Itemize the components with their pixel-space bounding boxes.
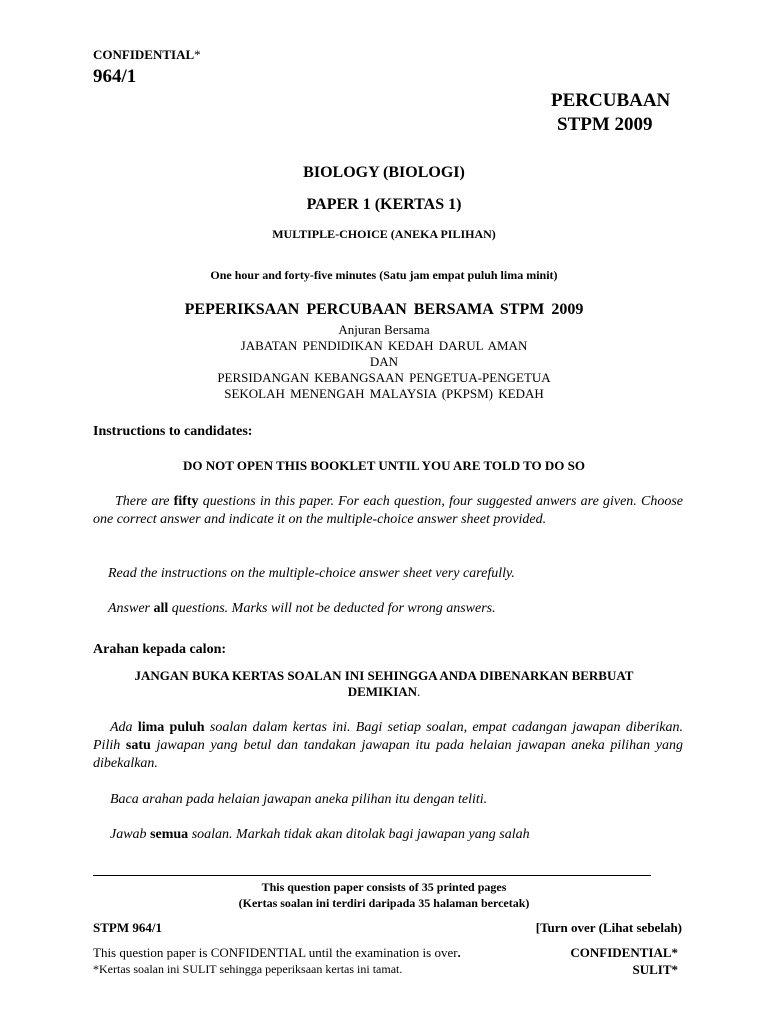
instr-1-after: questions in this paper. For each question, four suggested anwers are given. Choose one correct answer and indicate it on the multiple-choice answer sheet provided. bbox=[93, 494, 683, 527]
jangan-buka-line2-period: . bbox=[417, 684, 421, 699]
arahan-1-bold-2: satu bbox=[125, 738, 151, 753]
confidential-notice-period: . bbox=[457, 945, 461, 960]
arahan-paragraph-3 bbox=[110, 826, 670, 844]
jointly-organized: Anjuran Bersama bbox=[338, 322, 430, 337]
confidential-right: CONFIDENTIAL* bbox=[570, 945, 678, 960]
jangan-buka-warning-line1: JANGAN BUKA KERTAS SOALAN INI SEHINGGA ANDA DIBENARKAN BERBUAT bbox=[134, 668, 634, 683]
paper-title: PAPER 1 (KERTAS 1) bbox=[306, 196, 462, 213]
organizer-1: JABATAN PENDIDIKAN KEDAH DARUL AMAN bbox=[240, 338, 528, 353]
organizer-2-line1: PERSIDANGAN KEBANGSAAN PENGETUA-PENGETUA bbox=[217, 370, 551, 385]
arahan-1-after: jawapan yang betul dan tandakan jawapan itu pada helaian jawapan aneka pilihan yang dibekalkan. bbox=[93, 738, 683, 771]
footer-divider bbox=[93, 875, 651, 876]
subject-title: BIOLOGY (BIOLOGI) bbox=[303, 164, 465, 181]
confidential-notice bbox=[93, 945, 461, 961]
sulit-right: SULIT* bbox=[632, 962, 678, 977]
sulit-notice: *Kertas soalan ini SULIT sehingga peperiksaan kertas ini tamat. bbox=[93, 962, 403, 976]
confidential-asterisk: * bbox=[194, 47, 201, 62]
exam-name: PEPERIKSAAN PERCUBAAN BERSAMA STPM 2009 bbox=[184, 301, 584, 318]
arahan-1-bold-1: lima puluh bbox=[137, 720, 205, 735]
arahan-3-after: soalan. Markah tidak akan ditolak bagi jawapan yang salah bbox=[188, 827, 530, 842]
instr-1-before: There are bbox=[115, 494, 174, 509]
do-not-open-warning: DO NOT OPEN THIS BOOKLET UNTIL YOU ARE TOLD TO DO SO bbox=[182, 458, 586, 473]
confidential-notice-text: This question paper is CONFIDENTIAL until the examination is over bbox=[93, 945, 458, 960]
arahan-paragraph-2: Baca arahan pada helaian jawapan aneka pilihan itu dengan teliti. bbox=[110, 792, 488, 807]
trial-label-line2: STPM 2009 bbox=[557, 114, 653, 135]
paper-format: MULTIPLE-CHOICE (ANEKA PILIHAN) bbox=[272, 227, 496, 241]
footer-code: STPM 964/1 bbox=[93, 920, 162, 935]
instruction-paragraph-3 bbox=[108, 600, 668, 618]
page-count-ms: (Kertas soalan ini terdiri daripada 35 halaman bercetak) bbox=[238, 896, 530, 910]
instr-3-before: Answer bbox=[108, 601, 154, 616]
jangan-buka-warning-line2 bbox=[0, 684, 768, 700]
instr-3-after: questions. Marks will not be deducted for wrong answers. bbox=[168, 601, 496, 616]
page-count-en: This question paper consists of 35 printed pages bbox=[261, 880, 507, 894]
instructions-heading: Instructions to candidates: bbox=[93, 424, 253, 439]
paper-code: 964/1 bbox=[93, 66, 137, 87]
instr-1-bold: fifty bbox=[173, 494, 199, 509]
arahan-1-mid: soalan dalam kertas ini. Bagi setiap soalan, empat cadangan jawapan diberikan. Pilih bbox=[93, 720, 683, 753]
arahan-3-bold: semua bbox=[150, 827, 189, 842]
arahan-3-before: Jawab bbox=[110, 827, 151, 842]
instr-3-bold: all bbox=[153, 601, 169, 616]
turn-over-label: [Turn over (Lihat sebelah) bbox=[535, 920, 682, 935]
instruction-paragraph-2: Read the instructions on the multiple-choice answer sheet very carefully. bbox=[108, 566, 515, 581]
jangan-buka-line2-text: DEMIKIAN bbox=[347, 684, 418, 699]
trial-label-line1: PERCUBAAN bbox=[551, 90, 671, 111]
confidential-label bbox=[93, 47, 201, 63]
confidential-text: CONFIDENTIAL bbox=[93, 47, 195, 62]
arahan-paragraph-1 bbox=[93, 719, 683, 773]
arahan-heading: Arahan kepada calon: bbox=[93, 642, 227, 657]
paper-duration: One hour and forty-five minutes (Satu jam empat puluh lima minit) bbox=[210, 268, 558, 282]
arahan-1-before: Ada bbox=[110, 720, 138, 735]
instruction-paragraph-1 bbox=[93, 493, 683, 529]
organizer-2-line2: SEKOLAH MENENGAH MALAYSIA (PKPSM) KEDAH bbox=[224, 386, 544, 401]
organizer-and: DAN bbox=[369, 354, 399, 369]
